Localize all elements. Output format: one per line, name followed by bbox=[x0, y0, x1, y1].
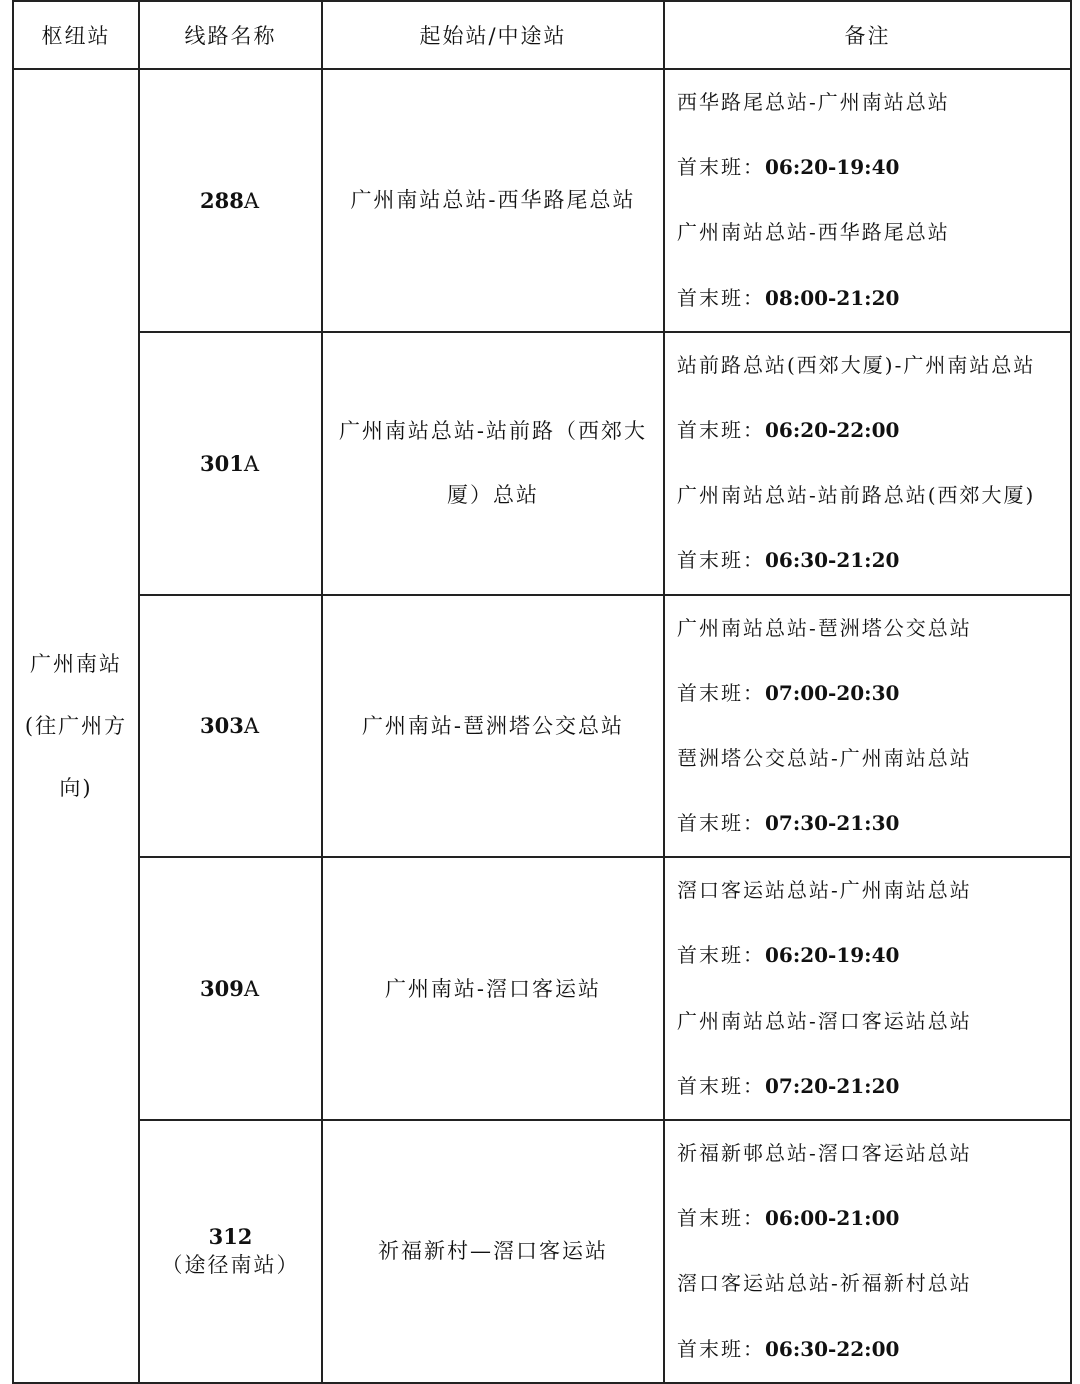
route-stops: 祈福新村—滘口客运站 bbox=[322, 1120, 664, 1383]
note-direction: 琶洲塔公交总站-广州南站总站 bbox=[677, 745, 972, 770]
table-header-row bbox=[13, 1, 1071, 69]
route-number: 303 bbox=[199, 713, 244, 739]
route-number: 301 bbox=[199, 450, 244, 476]
schedule-time: 06:20-19:40 bbox=[765, 155, 900, 180]
table-row bbox=[13, 595, 1071, 858]
route-stops: 广州南站-滘口客运站 bbox=[322, 857, 664, 1120]
route-suffix: A bbox=[243, 188, 261, 213]
route-name-cell bbox=[139, 857, 322, 1120]
hub-direction: (往广州方 bbox=[24, 713, 128, 738]
schedule-label: 首末班： bbox=[677, 1336, 765, 1361]
table-row bbox=[13, 857, 1071, 1120]
note-schedule bbox=[677, 791, 1070, 856]
note-direction: 广州南站总站-西华路尾总站 bbox=[677, 220, 950, 245]
schedule-label: 首末班： bbox=[677, 285, 765, 310]
route-number: 288 bbox=[199, 187, 244, 213]
table-row bbox=[13, 1120, 1071, 1383]
schedule-time: 07:30-21:30 bbox=[765, 811, 900, 836]
schedule-label: 首末班： bbox=[677, 1073, 765, 1098]
route-name-cell bbox=[139, 1120, 322, 1383]
schedule-label: 首末班： bbox=[677, 417, 765, 442]
note-schedule bbox=[677, 528, 1070, 593]
route-notes bbox=[664, 595, 1071, 858]
hub-station-cell bbox=[13, 69, 139, 1383]
hub-direction-cont: 向) bbox=[59, 775, 93, 800]
schedule-time: 08:00-21:20 bbox=[765, 285, 900, 310]
schedule-label: 首末班： bbox=[677, 548, 765, 573]
schedule-label: 首末班： bbox=[677, 155, 765, 180]
route-notes bbox=[664, 332, 1071, 595]
note-direction: 滘口客运站总站-祈福新村总站 bbox=[677, 1271, 972, 1296]
table-row bbox=[13, 69, 1071, 332]
note-direction: 广州南站总站-站前路总站(西郊大厦) bbox=[677, 483, 1036, 508]
header-route-name: 线路名称 bbox=[139, 1, 322, 69]
route-notes bbox=[664, 69, 1071, 332]
schedule-label: 首末班： bbox=[677, 943, 765, 968]
header-notes: 备注 bbox=[664, 1, 1071, 69]
route-suffix: A bbox=[243, 977, 261, 1002]
route-suffix: （途径南站） bbox=[161, 1252, 300, 1277]
schedule-time: 07:20-21:20 bbox=[765, 1073, 900, 1098]
schedule-time: 06:20-19:40 bbox=[765, 943, 900, 968]
schedule-time: 06:30-22:00 bbox=[765, 1336, 900, 1361]
schedule-time: 07:00-20:30 bbox=[765, 680, 900, 705]
note-schedule bbox=[677, 1317, 1070, 1382]
note-direction: 站前路总站(西郊大厦)-广州南站总站 bbox=[677, 352, 1036, 377]
note-schedule bbox=[677, 1186, 1070, 1251]
route-suffix: A bbox=[243, 714, 261, 739]
schedule-label: 首末班： bbox=[677, 680, 765, 705]
note-schedule bbox=[677, 135, 1070, 200]
schedule-time: 06:00-21:00 bbox=[765, 1206, 900, 1231]
route-name-cell bbox=[139, 595, 322, 858]
schedule-label: 首末班： bbox=[677, 1206, 765, 1231]
hub-name: 广州南站 bbox=[30, 651, 122, 676]
note-direction: 广州南站总站-滘口客运站总站 bbox=[677, 1008, 972, 1033]
route-name-cell bbox=[139, 332, 322, 595]
note-schedule bbox=[677, 1054, 1070, 1119]
route-number: 312 bbox=[208, 1223, 253, 1249]
schedule-time: 06:20-22:00 bbox=[765, 417, 900, 442]
route-stops: 广州南站-琶洲塔公交总站 bbox=[322, 595, 664, 858]
note-direction: 西华路尾总站-广州南站总站 bbox=[677, 90, 950, 114]
note-schedule bbox=[677, 923, 1070, 988]
route-number: 309 bbox=[199, 976, 244, 1002]
route-notes bbox=[664, 1120, 1071, 1383]
note-schedule bbox=[677, 266, 1070, 331]
note-schedule bbox=[677, 398, 1070, 463]
route-stops: 广州南站总站-西华路尾总站 bbox=[322, 69, 664, 332]
header-hub: 枢纽站 bbox=[13, 1, 139, 69]
route-name-cell bbox=[139, 69, 322, 332]
route-stops: 广州南站总站-站前路（西郊大厦）总站 bbox=[322, 332, 664, 595]
note-schedule bbox=[677, 661, 1070, 726]
schedule-time: 06:30-21:20 bbox=[765, 548, 900, 573]
note-direction: 广州南站总站-琶洲塔公交总站 bbox=[677, 615, 972, 640]
header-stops: 起始站/中途站 bbox=[322, 1, 664, 69]
bus-route-table bbox=[12, 0, 1072, 1384]
route-notes bbox=[664, 857, 1071, 1120]
note-direction: 滘口客运站总站-广州南站总站 bbox=[677, 878, 972, 903]
schedule-label: 首末班： bbox=[677, 811, 765, 836]
note-direction: 祈福新邨总站-滘口客运站总站 bbox=[677, 1141, 972, 1165]
table-row bbox=[13, 332, 1071, 595]
route-suffix: A bbox=[243, 451, 261, 476]
